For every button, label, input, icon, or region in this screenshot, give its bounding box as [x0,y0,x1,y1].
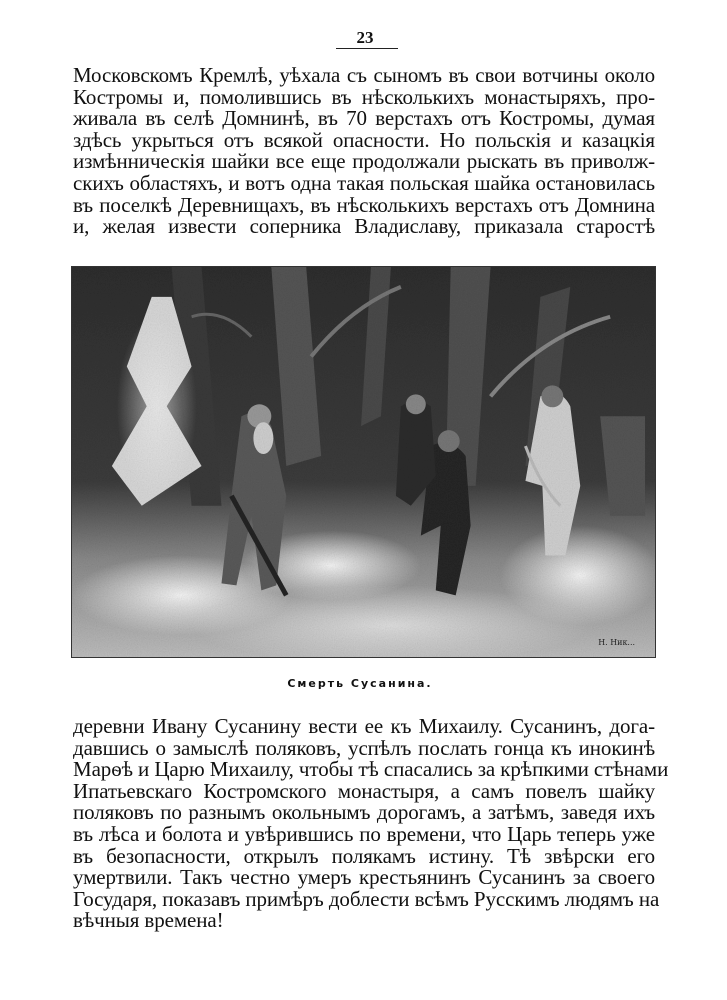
text-line: деревни Ивану Сусанину вести ее къ Михаилу. Сусанинъ, дога- [73,714,655,738]
artist-signature: Н. Ник... [598,638,636,648]
paragraph-bottom [73,714,669,933]
text-line: умертвили. Такъ честно умеръ крестьянинъ Сусанинъ за своего [73,865,655,890]
page-number-rule [336,48,398,49]
text-line: Государя, показавъ примѣръ доблести всѣмъ Русскимъ людямъ на [73,886,660,911]
figure-caption: Смерть Сусанина. [287,677,433,690]
text-line: въ лѣса и болота и увѣрившись по времени, что Царь теперь уже [73,821,655,846]
illustration-death-of-susanin [71,266,656,658]
text-line: поляковъ по разнымъ окольнымъ дорогамъ, а затѣмъ, заведя ихъ [73,800,655,825]
text-line: давшись о замыслѣ поляковъ, успѣлъ послать гонца къ инокинѣ [73,735,655,760]
text-line: и, желая извести соперника Владиславу, приказала старостѣ [73,214,655,239]
engraving-image [72,267,655,657]
text-line: въ поселкѣ Деревнищахъ, въ нѣсколькихъ верстахъ отъ Домнина [73,192,655,217]
paragraph-top [73,65,655,238]
text-line: Ипатьевскаго Костромского монастыря, а самъ повелъ шайку [73,778,655,803]
page-number: 23 [356,28,374,47]
text-line: Московскомъ Кремлѣ, уѣхала съ сыномъ въ свои вотчины около [73,63,655,87]
text-line: здѣсь укрыться отъ всякой опасности. Но польскія и казацкія [73,127,655,152]
text-line: Костромы и, помолившись въ нѣсколькихъ монастыряхъ, про- [73,84,655,109]
text-line: вѣчныя времена! [73,908,224,933]
text-line: живала въ селѣ Домнинѣ, въ 70 верстахъ отъ Костромы, думая [73,106,655,131]
text-line: Марѳѣ и Царю Михаилу, чтобы тѣ спасались за крѣпкими стѣнами [73,757,669,782]
text-line: измѣнническія шайки все еще продолжали рыскать въ приволж- [73,149,655,174]
text-line: скихъ областяхъ, и вотъ одна такая польская шайка остановилась [73,170,655,195]
text-line: въ безопасности, открылъ полякамъ истину. Тѣ звѣрски его [73,843,655,868]
